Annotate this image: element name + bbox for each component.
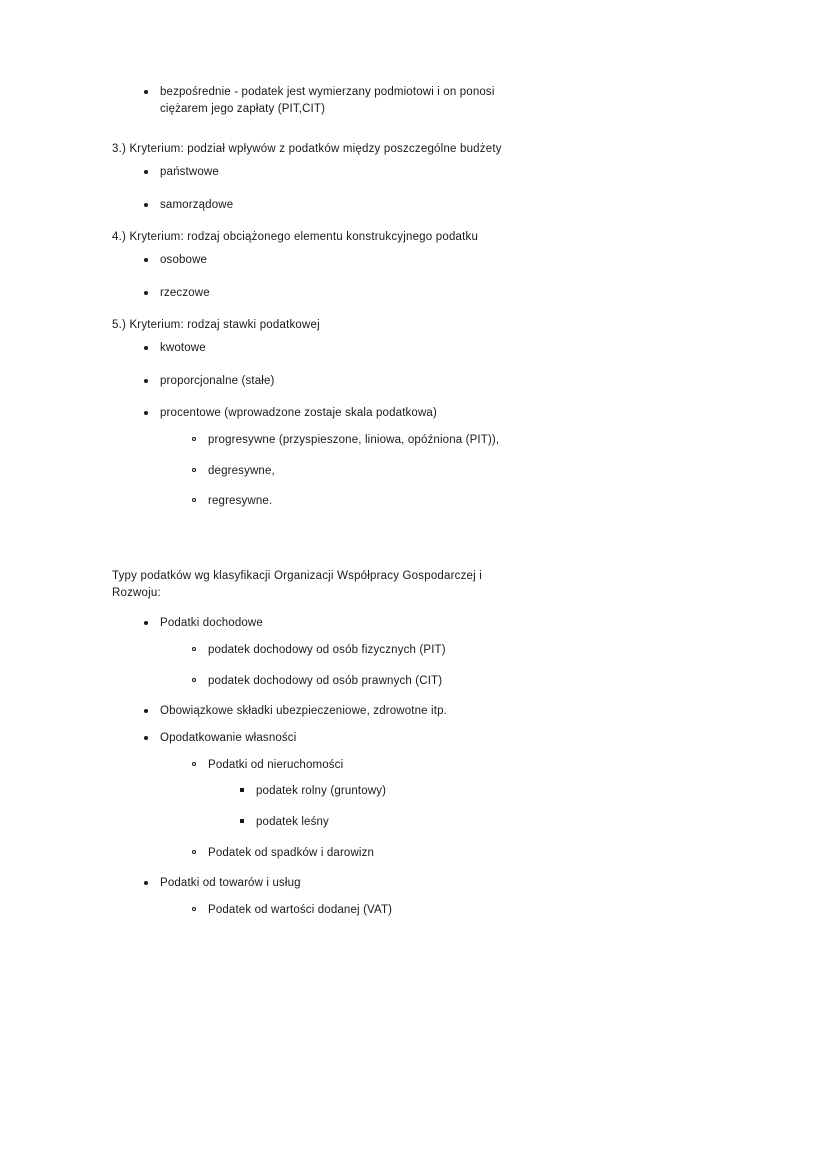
continuation-bullet-list: [112, 84, 732, 117]
property-tax-sublist: [160, 757, 732, 862]
list-item: podatek dochodowy od osób prawnych (CIT): [190, 673, 732, 690]
list-item: osobowe: [142, 252, 732, 269]
list-item: samorządowe: [142, 197, 732, 214]
list-item: podatek rolny (gruntowy): [238, 783, 732, 800]
section-spacer: [112, 526, 732, 568]
section-heading-line-2: Rozwoju:: [112, 586, 161, 599]
criterion-3-list: [112, 164, 732, 213]
income-tax-sublist: [160, 642, 732, 689]
list-item: podatek dochodowy od osób fizycznych (PIT): [190, 642, 732, 659]
list-item-label: Podatki od towarów i usług: [160, 877, 301, 890]
list-item: [142, 84, 732, 117]
list-item: proporcjonalne (stałe): [142, 373, 732, 390]
criterion-5-list: [112, 340, 732, 510]
list-item: [142, 615, 732, 689]
criterion-3-text: Kryterium: podział wpływów z podatków między poszczególne budżety: [129, 143, 502, 156]
bullet-line-1: bezpośrednie - podatek jest wymierzany podmiotowi i on ponosi: [160, 86, 495, 98]
list-item: [142, 405, 732, 510]
oecd-types-list: [112, 615, 732, 918]
list-item: podatek leśny: [238, 814, 732, 831]
list-item-label: Podatki od nieruchomości: [208, 758, 344, 771]
criterion-4-text: Kryterium: rodzaj obciążonego elementu konstrukcyjnego podatku: [129, 231, 479, 244]
criterion-4-number: 4.): [112, 231, 127, 244]
list-item: [142, 875, 732, 918]
section-heading: [112, 568, 712, 601]
list-item: progresywne (przyspieszone, liniowa, opóźniona (PIT)),: [190, 432, 732, 449]
list-item-label: Opodatkowanie własności: [160, 732, 297, 745]
goods-services-tax-sublist: [160, 902, 732, 919]
list-item: Podatek od spadków i darowizn: [190, 845, 732, 862]
list-item: regresywne.: [190, 493, 732, 510]
list-item: [190, 757, 732, 831]
bullet-line-2: ciężarem jego zapłaty (PIT,CIT): [160, 102, 326, 115]
list-item: państwowe: [142, 164, 732, 181]
list-item: kwotowe: [142, 340, 732, 357]
list-item: degresywne,: [190, 463, 732, 480]
criterion-4-list: [112, 252, 732, 301]
criterion-5-heading: [112, 317, 732, 334]
list-item: [142, 730, 732, 861]
list-item: Obowiązkowe składki ubezpieczeniowe, zdrowotne itp.: [142, 703, 732, 720]
criterion-3-heading: [112, 141, 732, 158]
criterion-5-number: 5.): [112, 319, 127, 332]
criterion-5-text: Kryterium: rodzaj stawki podatkowej: [129, 319, 320, 332]
section-heading-line-1: Typy podatków wg klasyfikacji Organizacji Współpracy Gospodarczej i: [112, 570, 483, 583]
list-item-label: procentowe (wprowadzone zostaje skala podatkowa): [160, 407, 437, 420]
criterion-3-number: 3.): [112, 143, 127, 156]
criterion-4-heading: [112, 229, 732, 246]
list-item: rzeczowe: [142, 285, 732, 302]
spacer: [112, 123, 732, 141]
list-item-label: Podatki dochodowe: [160, 617, 263, 630]
continuation-bullet-block: [112, 84, 732, 117]
document-body: [112, 84, 732, 919]
real-estate-tax-sublist: [208, 783, 732, 830]
rate-subtypes-list: [160, 432, 732, 510]
list-item: Podatek od wartości dodanej (VAT): [190, 902, 732, 919]
